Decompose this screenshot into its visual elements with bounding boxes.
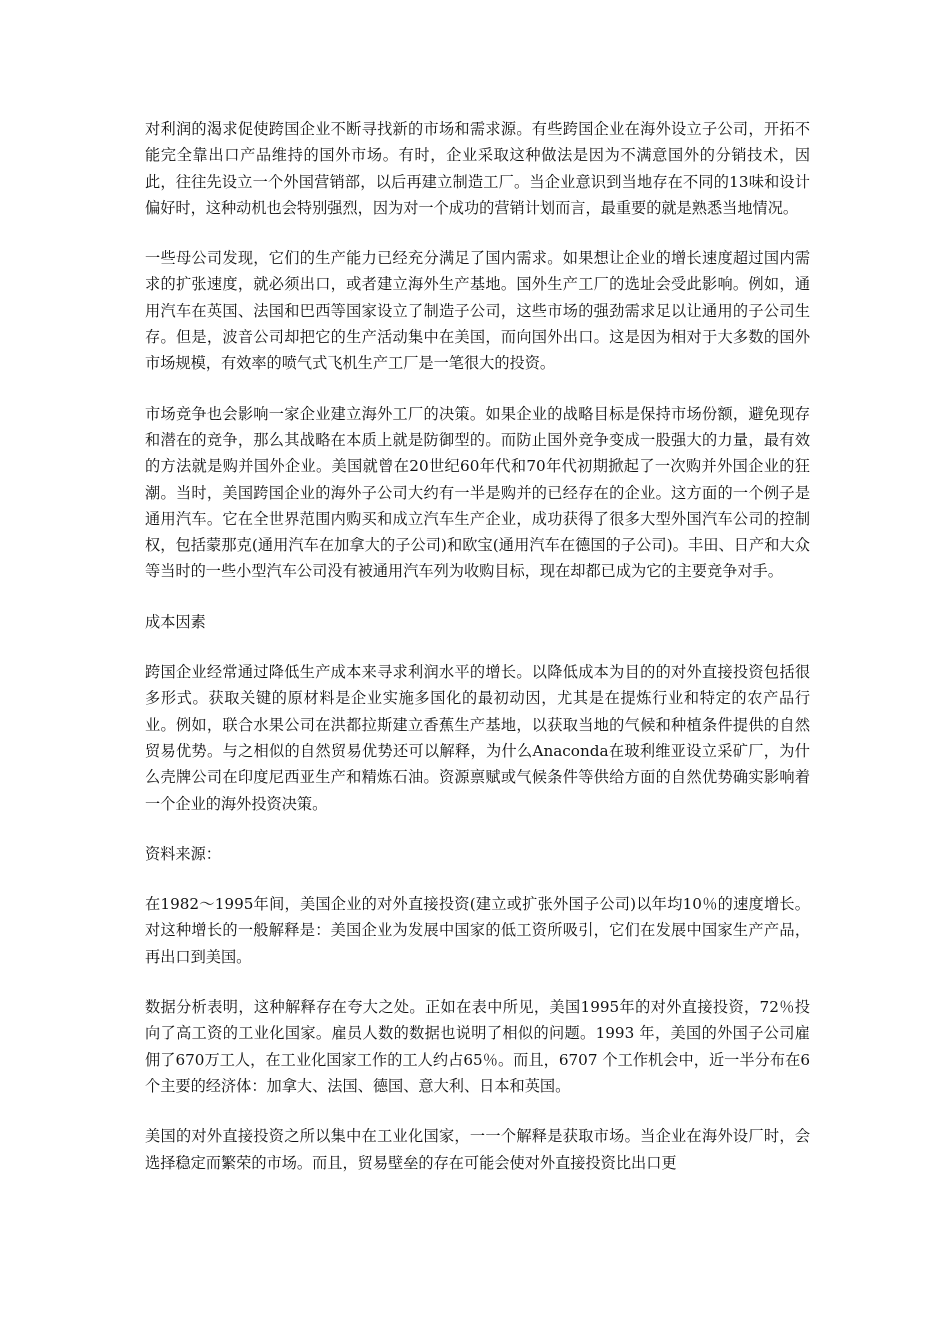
paragraph-market-competition: 市场竞争也会影响一家企业建立海外工厂的决策。如果企业的战略目标是保持市场份额，避免现存和潜在的竞争，那么其战略在本质上就是防御型的。而防止国外竞争变成一股强大的力量，最有效的方法就是购并国外企业。美国就曾在20世纪60年代和70年代初期掀起了一次购并外国企业的狂潮。当时，美国跨国企业的海外子公司大约有一半是购并的已经存在的企业。这方面的一个例子是通用汽车。它在全世界范围内购买和成立汽车生产企业，成功获得了很多大型外国汽车公司的控制权，包括蒙那克(通用汽车在加拿大的子公司)和欧宝(通用汽车在德国的子公司)。丰田、日产和大众等当时的一些小型汽车公司没有被通用汽车列为收购目标，现在却都已成为它的主要竞争对手。	[145, 404, 810, 581]
section-heading-cost-factors: 成本因素	[145, 612, 206, 631]
paragraph-market-demand: 对利润的渴求促使跨国企业不断寻找新的市场和需求源。有些跨国企业在海外设立子公司，开拓不能完全靠出口产品维持的国外市场。有时，企业采取这种做法是因为不满意国外的分销技术，因此，往往先设立一个外国营销部，以后再建立制造工厂。当企业意识到当地存在不同的13味和设计偏好时，这种动机也会特别强烈，因为对一个成功的营销计划而言，最重要的就是熟悉当地情况。	[145, 120, 810, 217]
paragraph-fdi-growth: 在1982～1995年间，美国企业的对外直接投资(建立或扩张外国子公司)以年均10％的速度增长。对这种增长的一般解释是：美国企业为发展中国家的低工资所吸引，它们在发展中国家生产产品，再出口到美国。	[145, 895, 810, 966]
paragraph-cost-reduction: 跨国企业经常通过降低生产成本来寻求利润水平的增长。以降低成本为目的的对外直接投资包括很多形式。获取关键的原材料是企业实施多国化的最初动因，尤其是在提炼行业和特定的农产品行业。例如，联合水果公司在洪都拉斯建立香蕉生产基地，以获取当地的气候和种植条件提供的自然贸易优势。与之相似的自然贸易优势还可以解释，为什么Anaconda在玻利维亚设立采矿厂，为什么壳牌公司在印度尼西亚生产和精炼石油。资源禀赋或气候条件等供给方面的自然优势确实影响着一个企业的海外投资决策。	[145, 663, 810, 813]
paragraph-data-analysis: 数据分析表明，这种解释存在夸大之处。正如在表中所见，美国1995年的对外直接投资，72％投向了高工资的工业化国家。雇员人数的数据也说明了相似的问题。1993 年，美国的外国子公司雇佣了670万工人，在工业化国家工作的工人约占65％。而且，6707 个工作机会中，近一半分布在6个主要的经济体：加拿大、法国、德国、意大利、日本和英国。	[145, 998, 810, 1095]
paragraph-production-capacity: 一些母公司发现，它们的生产能力已经充分满足了国内需求。如果想让企业的增长速度超过国内需求的扩张速度，就必须出口，或者建立海外生产基地。国外生产工厂的选址会受此影响。例如，通用汽车在英国、法国和巴西等国家设立了制造子公司，这些市场的强劲需求足以让通用的子公司生存。但是，波音公司却把它的生产活动集中在美国，而向国外出口。这是因为相对于大多数的国外市场规模，有效率的喷气式飞机生产工厂是一笔很大的投资。	[145, 249, 810, 373]
section-heading-source: 资料来源：	[145, 844, 221, 863]
paragraph-industrialized-countries: 美国的对外直接投资之所以集中在工业化国家，一一个解释是获取市场。当企业在海外设厂时，会选择稳定而繁荣的市场。而且，贸易壁垒的存在可能会使对外直接投资比出口更	[145, 1127, 810, 1172]
document-body	[145, 116, 810, 1200]
